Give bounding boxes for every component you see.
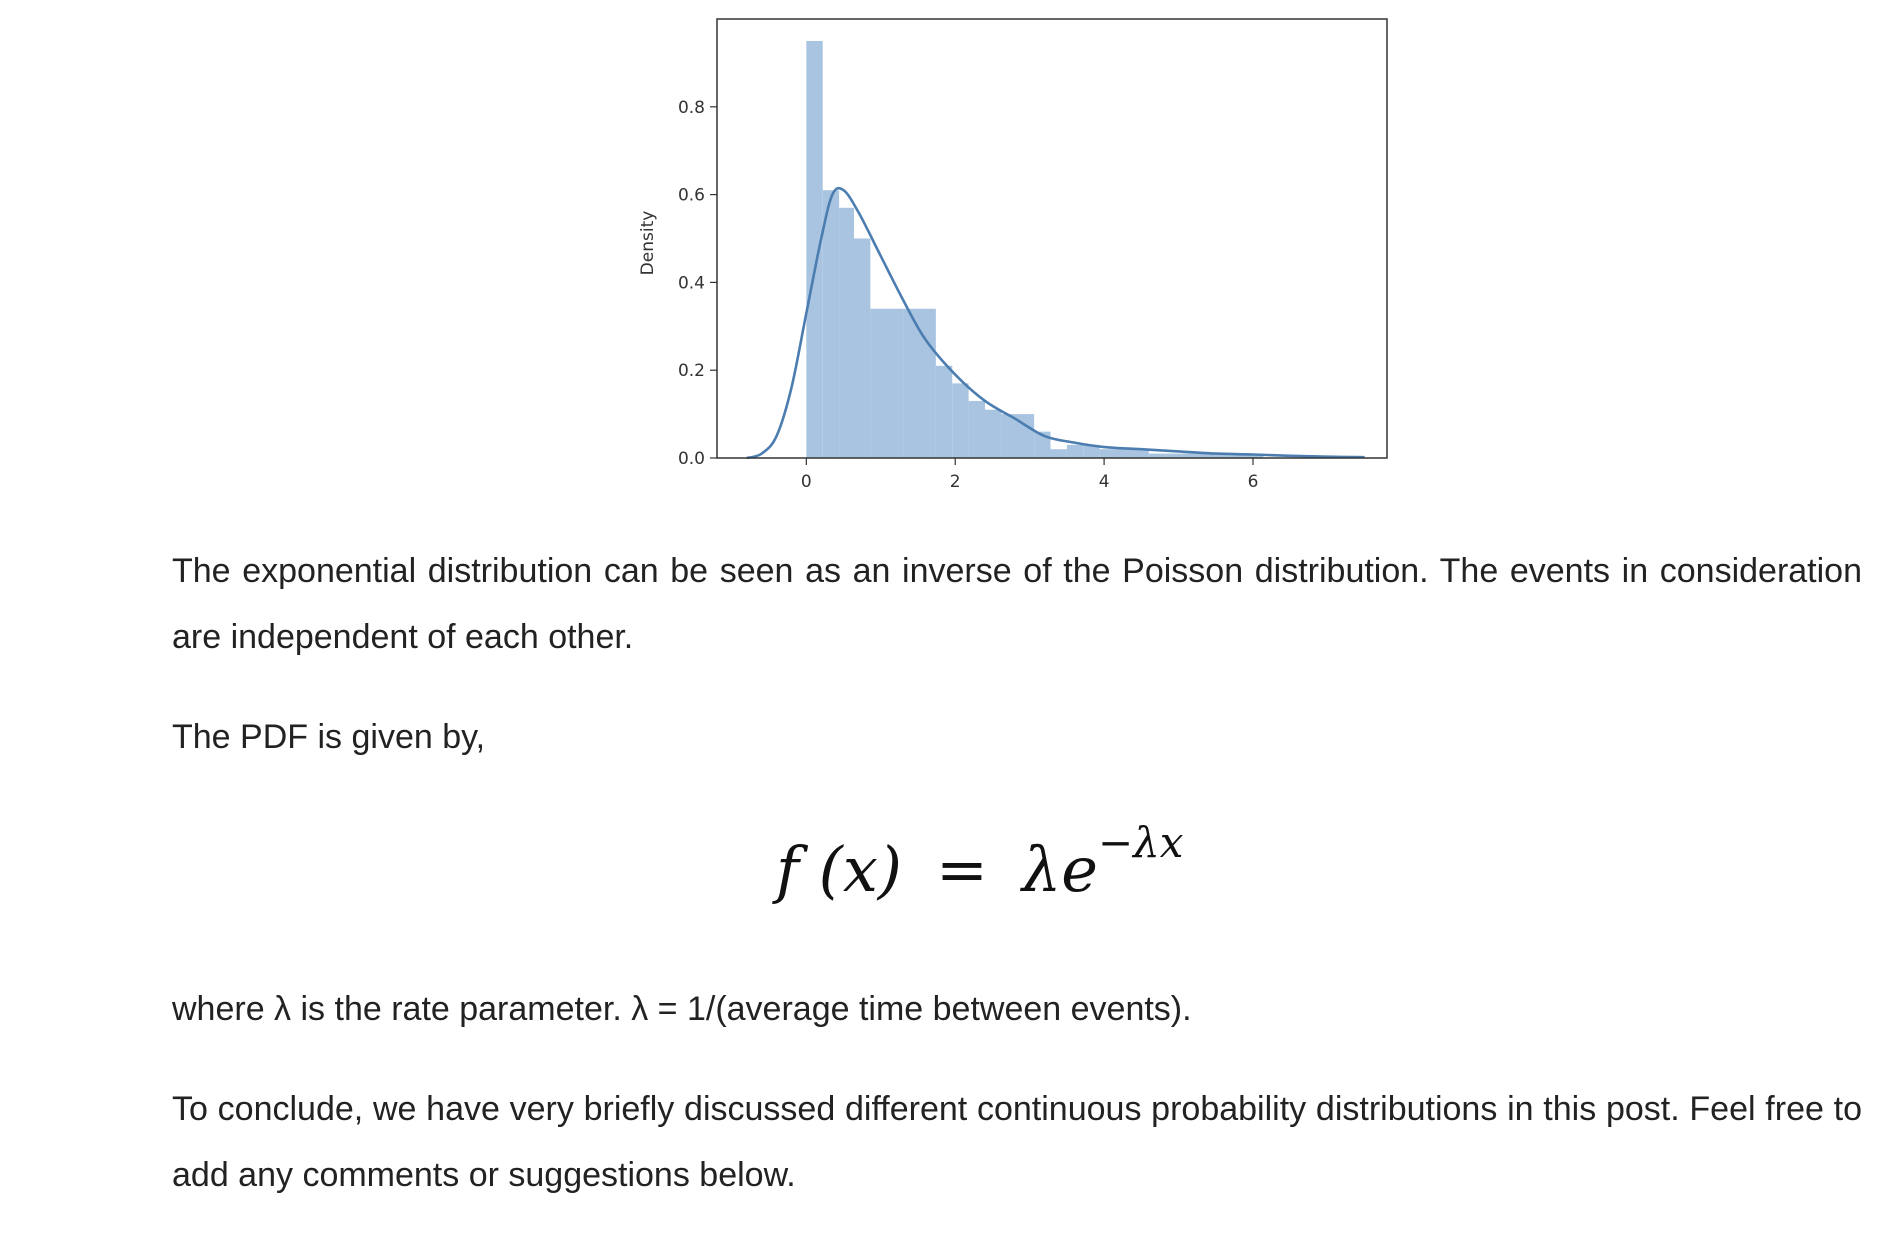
x-axis-ticks <box>801 458 1258 492</box>
histogram-bar <box>985 410 1001 458</box>
intro-paragraph: The exponential distribution can be seen as an inverse of the Poisson distribution. The events in consideration are independent of each other. <box>172 552 1862 656</box>
pdf-intro-paragraph: The PDF is given by, <box>172 718 486 756</box>
histogram-bar <box>1051 449 1067 458</box>
pdf-formula <box>776 818 1183 906</box>
histogram-bar <box>952 383 968 458</box>
y-tick-label: 0.6 <box>677 185 705 206</box>
histogram-bar <box>870 309 903 458</box>
y-axis-ticks <box>678 98 717 469</box>
histogram-bar <box>1067 445 1083 458</box>
histogram-bars <box>806 41 1263 458</box>
y-tick-label: 0.2 <box>677 361 705 382</box>
y-tick-label: 0.0 <box>677 449 705 469</box>
formula-rhs: λe <box>1021 833 1098 906</box>
formula-equals: = <box>936 833 988 906</box>
formula-exponent: −λx <box>1097 818 1184 867</box>
y-tick-label: 0.8 <box>677 97 705 118</box>
x-tick-label: 0 <box>800 472 812 492</box>
histogram-bar <box>854 239 870 459</box>
histogram-bar <box>806 41 822 458</box>
density-histogram-chart <box>600 0 1420 510</box>
y-tick-label: 0.4 <box>677 273 705 294</box>
x-tick-label: 2 <box>949 472 961 492</box>
histogram-bar <box>823 190 839 458</box>
formula-lhs: f (x) <box>776 833 902 906</box>
conclusion-paragraph: To conclude, we have very briefly discussed different continuous probability distributions in this post. Feel free to add any comments or suggestions below. <box>172 1090 1862 1194</box>
x-tick-label: 4 <box>1098 472 1110 492</box>
histogram-bar <box>936 366 952 458</box>
x-tick-label: 6 <box>1247 472 1259 492</box>
rate-parameter-paragraph: where λ is the rate parameter. λ = 1/(average time between events). <box>172 990 1192 1028</box>
y-axis-label: Density <box>638 210 658 276</box>
histogram-bar <box>969 401 985 458</box>
histogram-bar <box>1100 449 1116 458</box>
histogram-bar <box>1116 449 1132 458</box>
histogram-bar <box>839 208 854 458</box>
